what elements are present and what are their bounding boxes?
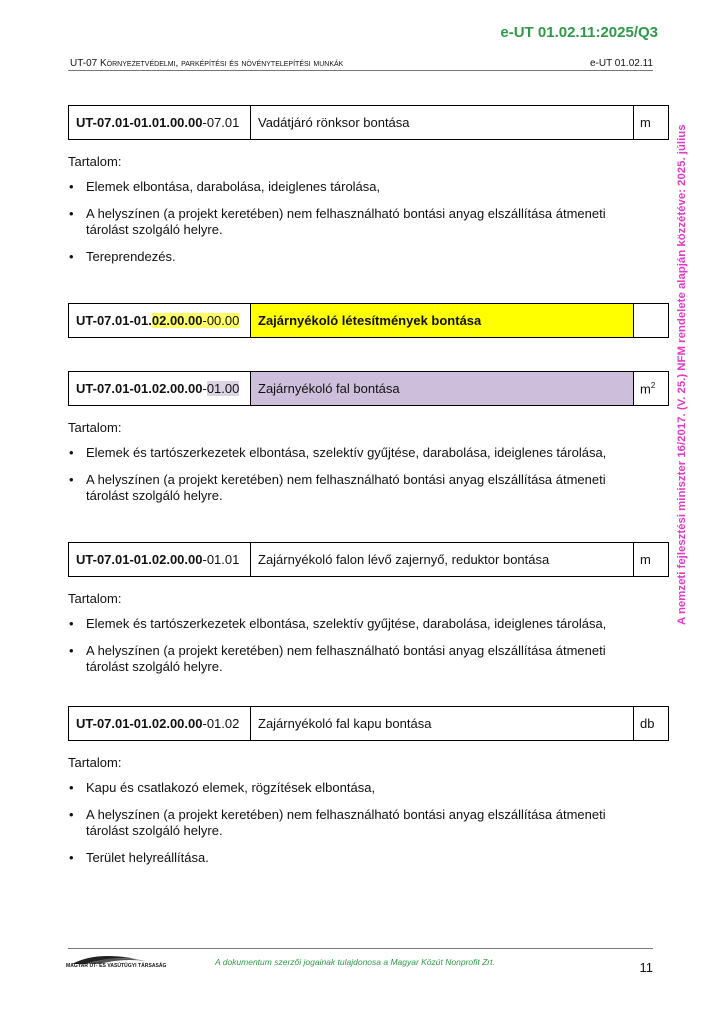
item-header-table — [68, 542, 669, 577]
copyright-notice: A dokumentum szerzői jogainak tulajdonosa a Magyar Közút Nonprofit Zrt. — [215, 957, 495, 967]
list-item: • A helyszínen (a projekt keretében) nem felhasználható bontási anyag elszállítása átmeneti tárolást szolgáló helyre. — [68, 807, 628, 839]
list-item: • Terület helyreállítása. — [68, 850, 628, 866]
item-header-table — [68, 105, 669, 140]
item-section-kapu — [68, 706, 669, 877]
content-list — [68, 616, 628, 675]
item-section-zajarnyekolo-letesitmenyek — [68, 303, 669, 338]
item-title: Zajárnyékoló fal bontása — [251, 372, 634, 406]
header-divider — [68, 70, 653, 71]
item-code: UT-07.01-01.02.00.00-01.01 — [69, 543, 251, 577]
chapter-prefix: UT-07 — [70, 58, 101, 69]
item-unit: $m^2$ — [634, 372, 669, 406]
item-title: Vadátjáró rönksor bontása — [251, 106, 634, 140]
content-list — [68, 445, 628, 504]
item-section-vadatjaro — [68, 105, 669, 276]
list-item: • Kapu és csatlakozó elemek, rögzítések elbontása, — [68, 780, 628, 796]
item-section-zajernyo — [68, 542, 669, 686]
item-section-zajarnyekolo-fal — [68, 371, 669, 515]
item-code: UT-07.01-01.02.00.00-01.00 — [69, 372, 251, 406]
list-item: • A helyszínen (a projekt keretében) nem felhasználható bontási anyag elszállítása átmeneti tárolást szolgáló helyre. — [68, 643, 628, 675]
item-title: Zajárnyékoló fal kapu bontása — [251, 707, 634, 741]
document-id: e-UT 01.02.11:2025/Q3 — [500, 24, 658, 41]
content-heading: Tartalom: — [68, 591, 122, 606]
publication-note: A nemzeti fejlesztési miniszter 16/2017. (V. 25.) NFM rendelete alapján közzétéve: 2025. július — [676, 124, 688, 625]
header-reference: e-UT 01.02.11 — [589, 58, 653, 69]
content-list — [68, 179, 628, 265]
content-heading: Tartalom: — [68, 755, 122, 770]
list-item: • Elemek és tartószerkezetek elbontása, szelektív gyűjtése, darabolása, ideiglenes tárolása, — [68, 445, 628, 461]
list-item: • A helyszínen (a projekt keretében) nem felhasználható bontási anyag elszállítása átmeneti tárolást szolgáló helyre. — [68, 206, 628, 238]
item-title: Zajárnyékoló falon lévő zajernyő, reduktor bontása — [251, 543, 634, 577]
list-item: • Tereprendezés. — [68, 249, 628, 265]
item-unit: db — [634, 707, 669, 741]
content-heading: Tartalom: — [68, 420, 122, 435]
list-item: • A helyszínen (a projekt keretében) nem felhasználható bontási anyag elszállítása átmeneti tárolást szolgáló helyre. — [68, 472, 628, 504]
chapter-header — [70, 58, 343, 69]
item-unit: m — [634, 106, 669, 140]
item-header-table — [68, 303, 669, 338]
content-list — [68, 780, 628, 866]
footer-divider — [68, 948, 653, 949]
content-heading: Tartalom: — [68, 154, 122, 169]
chapter-title: Környezetvédelmi, parképítési és növénytelepítési munkák — [100, 58, 344, 69]
logo-text: MAGYAR ÚT- ÉS VASÚTÜGYI TÁRSASÁG — [66, 963, 167, 969]
item-header-table — [68, 706, 669, 741]
item-header-table — [68, 371, 669, 406]
item-title: Zajárnyékoló létesítmények bontása — [251, 304, 634, 338]
item-unit: m — [634, 543, 669, 577]
item-code: UT-07.01-01.01.00.00-07.01 — [69, 106, 251, 140]
item-unit — [634, 304, 669, 338]
list-item: • Elemek és tartószerkezetek elbontása, szelektív gyűjtése, darabolása, ideiglenes tárolása, — [68, 616, 628, 632]
item-code: UT-07.01-01.02.00.00-00.00 — [69, 304, 251, 338]
list-item: • Elemek elbontása, darabolása, ideiglenes tárolása, — [68, 179, 628, 195]
item-code: UT-07.01-01.02.00.00-01.02 — [69, 707, 251, 741]
page-number: 11 — [639, 960, 653, 975]
organization-logo — [66, 952, 166, 972]
